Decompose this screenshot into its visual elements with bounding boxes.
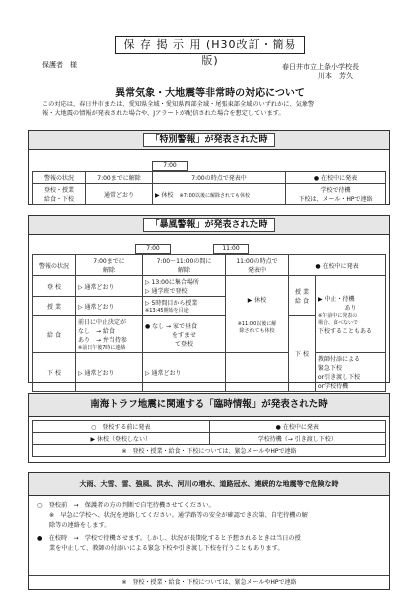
storm-during-header: ● 在校中に発表 (289, 255, 386, 276)
storm-b3-line-3: て登校 (174, 340, 193, 348)
storm-a3 (76, 316, 143, 353)
storm-b3 (143, 316, 226, 353)
active-at-header: 7:00の時点で発表中 (153, 172, 286, 184)
hazard-section (28, 472, 390, 590)
storm-between-header (143, 255, 226, 276)
earthquake-table (32, 420, 386, 457)
storm-d2-line-2: 緊急下校 (318, 365, 343, 372)
eq-during-header: ● 在校中に発表 (209, 421, 386, 433)
storm-between-header-1: 7:00～11:00の間に (156, 258, 212, 265)
sender-school: 春日井市立上条小学校長 (282, 63, 359, 71)
storm-b1-line-2: ▷ 通学班で登校 (145, 288, 188, 295)
hazard-line-1: ○ 登校前 → 保護者の方の判断で自宅待機させてください。 (37, 502, 215, 509)
storm-d1-content (316, 276, 386, 353)
hazard-line-5: 業を中止して、教師の付添いによる緊急下校や引き渡し下校を行うこともあります。 (49, 545, 284, 552)
storm-d1-go-home: 下校することもある (318, 327, 373, 335)
storm-b4: ▷ 通常どおり (143, 353, 226, 392)
storm-d2-content (316, 353, 386, 392)
storm-closure-note-2: 除されても休校 (239, 327, 275, 334)
time-marker-1100: 11:00 (213, 244, 249, 254)
storm-b1-line-1: ▷ 13:00に集合場所 (145, 279, 199, 286)
wait-cell (286, 184, 386, 205)
activities-line-1: 登校・授業 (43, 187, 74, 194)
storm-a3-line-3: あり → 弁当持参 (78, 337, 127, 344)
hazard-body (29, 496, 389, 554)
hazard-title: 大雨、大雪、雷、強風、洪水、河川の増水、道路冠水、連続的な地震等で危険な時 (29, 473, 389, 496)
document-title: 保 存 掲 示 用 (H30改訂・簡易版) (115, 36, 305, 54)
storm-closure-label: ▶ 休校 (247, 296, 267, 304)
activities-line-2: 給食・下校 (43, 196, 74, 203)
storm-b2-line-1: ▷ 5時間目から授業 (145, 300, 198, 307)
storm-d2-line-4: or学校待機 (318, 383, 349, 390)
storm-a3-line-2: なし → 給食 (78, 328, 115, 335)
storm-cleared-header-2: 解除 (102, 267, 115, 274)
storm-b2-note: ※13:45開始を目途 (145, 308, 189, 314)
storm-warning-table (32, 254, 386, 392)
earthquake-title: 南海トラフ地震に関連する「臨時情報」が発表された時 (29, 394, 389, 417)
eq-during-value: 学校待機（→ 引き渡し下校） (209, 433, 386, 445)
storm-a4: ▷ 通常どおり (76, 353, 143, 392)
hazard-line-3: 除等の連絡をします。 (49, 522, 111, 529)
eq-note: ※ 登校・授業・給食・下校については、緊急メールやHPで連絡 (33, 445, 386, 457)
activities-cell (33, 184, 86, 205)
storm-d2-label: 下 校 (289, 316, 316, 392)
storm-c4 (226, 353, 289, 392)
sender-name: 川本 芳久 (318, 72, 353, 80)
time-marker-700: 7:00 (152, 161, 188, 171)
hazard-note: ※ 登校・授業・給食・下校については、緊急メールやHPで連絡 (29, 575, 389, 589)
storm-cleared-header-1: 7:00までに (93, 258, 125, 265)
during-school-header: ● 在校中に発表 (286, 172, 386, 184)
intro-text (42, 100, 402, 118)
row-label-lunch: 給 食 (33, 316, 76, 353)
storm-a3-note: ※前日午後7時に連絡 (78, 345, 126, 351)
storm-closure-note-1: ※11:00以後に解 (237, 320, 277, 327)
storm-closure (226, 276, 289, 353)
row-label-class: 授 業 (33, 297, 76, 316)
storm-a3-line-1: 前日に中止決定が (78, 319, 127, 326)
storm-active-header-2: 発表中 (247, 267, 266, 274)
storm-d1-note-1: ※午前中に発表の (318, 312, 358, 319)
special-warning-band (29, 131, 389, 150)
eq-before-header: ○ 登校する前に発表 (33, 421, 210, 433)
storm-d2-line-3: or引き渡し下校 (318, 374, 361, 381)
special-warning-title: 「特別警報」が発表された時 (143, 133, 274, 147)
storm-b3-line-2: をすませ (171, 331, 196, 339)
normal-cell: 通常どおり (86, 184, 153, 205)
wait-line-2: 下校は、メール・HPで連絡 (298, 196, 373, 203)
storm-a2: ▷ 通常どおり (76, 297, 143, 316)
storm-d1-exists: あり (344, 304, 357, 312)
storm-between-header-2: 解除 (177, 267, 190, 274)
intro-line-2: 報・大地震の情報が発表された場合や、Jアラートが配信された場合を想定しています。 (42, 110, 285, 117)
storm-b1 (143, 276, 226, 297)
storm-status-header: 警報の状況 (33, 255, 76, 276)
main-heading: 異常気象・大地震等非常時の対応について (115, 88, 305, 99)
row-label-commute: 登 校 (33, 276, 76, 297)
storm-warning-band (29, 216, 389, 235)
storm-d1-labels (289, 276, 316, 316)
storm-d1-label-class: 授 業 (295, 288, 309, 296)
closure-label: ▶ 休校 (155, 191, 174, 199)
storm-d1-note-2: 場合、食べないで (318, 319, 359, 326)
storm-active-header (226, 255, 289, 276)
eq-before-value: ▶ 休校（登校しない） (33, 433, 210, 445)
storm-d2-line-1: 教師付添による (318, 356, 361, 363)
storm-a1: ▷ 通常どおり (76, 276, 143, 297)
row-label-leave: 下 校 (33, 353, 76, 392)
storm-b2 (143, 297, 226, 316)
hazard-line-4: ● 在校時 → 学校で待機させます。しかし、状況が長期化すると予想されるときは当日の授 (37, 535, 301, 542)
closure-note: ※7:00以後に解除されても休校 (179, 192, 250, 199)
storm-warning-title: 「暴風警報」が発表された時 (143, 218, 274, 232)
storm-cleared-header (76, 255, 143, 276)
intro-line-1: この対応は、春日井市または、愛知県全域・愛知県西部全域・尾張東部全域のいずれかに、気象警 (42, 101, 315, 108)
status-header: 警報の状況 (33, 172, 86, 184)
storm-d1-stop: ▶ 中止・待機 (318, 295, 355, 303)
storm-b3-line-1: ● なし → 家で昼食 (145, 322, 197, 330)
cleared-before-header: 7:00までに解除 (86, 172, 153, 184)
storm-d1-label-lunch: 給 食 (295, 297, 309, 305)
special-warning-table (32, 171, 386, 205)
storm-active-header-1: 11:00の時点で (236, 258, 278, 265)
wait-line-1: 学校で待機 (320, 187, 351, 194)
closure-cell (153, 184, 286, 205)
recipient: 保護者 様 (42, 61, 77, 69)
time-marker-700b: 7:00 (135, 244, 171, 254)
hazard-line-2: ※ 早急に学校へ、状況を連絡してください。通学路等の安全が確認でき次第、自宅待機の解 (49, 512, 308, 519)
